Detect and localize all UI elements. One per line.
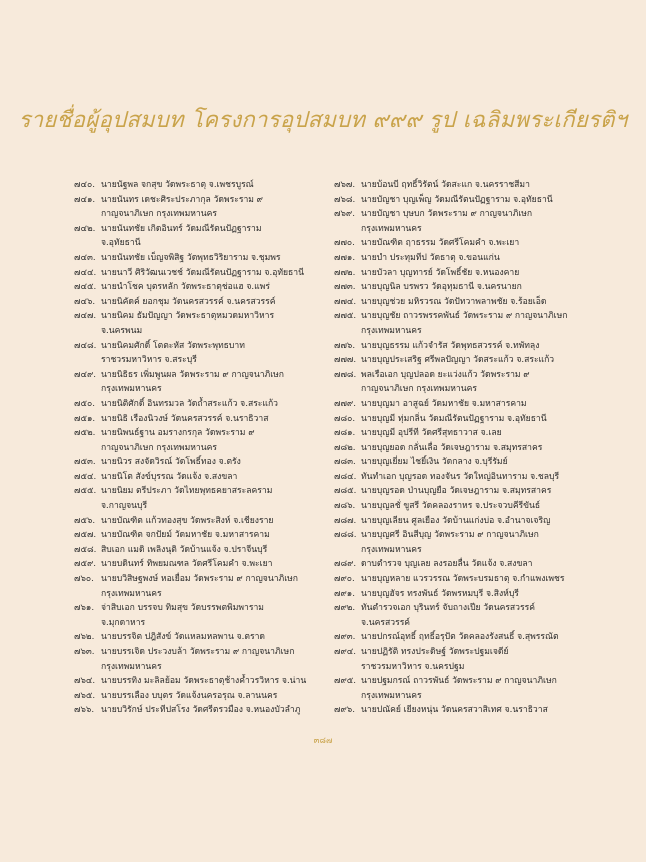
entry-line: กาญจนาภิเษก กรุงเทพมหานคร — [101, 442, 217, 453]
list-item — [74, 455, 332, 470]
list-item — [334, 412, 596, 427]
entry-text — [361, 426, 596, 441]
list-item — [74, 470, 332, 485]
entry-number: ๗๖๗. — [334, 180, 356, 190]
entry-line: นายบุญมี ทุ่มกลิ่น วัดมณีรัตนปัฏฐาราม จ.อุทัยธานี — [361, 413, 547, 424]
entry-line: กรุงเทพมหานคร — [101, 384, 162, 395]
list-item — [334, 295, 596, 310]
entry-text — [361, 572, 596, 587]
entry-number: ๗๘๘. — [334, 530, 357, 541]
list-item — [74, 514, 332, 529]
entry-number: ๗๘๓. — [334, 457, 356, 468]
list-item — [334, 309, 596, 338]
entry-text — [101, 601, 332, 630]
list-item — [334, 514, 596, 529]
entry-line: นายนิคม ธัมปัญญา วัดพระธาตุหมวดมหาวิหาร — [101, 311, 275, 322]
entry-line: ดาบตำรวจ บุญเลย ลงรอยลื่น วัดแจ้ง จ.สงขลา — [361, 559, 533, 570]
right-column — [334, 178, 596, 718]
entry-text — [101, 645, 332, 674]
entry-line: นายบวิสิษฐพงษ์ หอเยื่อม วัดพระราม ๙ กาญจนาภิเษก — [101, 574, 299, 585]
entry-text — [361, 280, 596, 295]
entry-number: ๗๗๗. — [334, 355, 357, 366]
entry-number: ๗๘๐. — [334, 413, 356, 424]
entry-text — [101, 412, 332, 427]
entry-line: นายนิคัดค์ ยอกชุม วัดนครสวรรค์ จ.นครสวรรค์ — [101, 296, 276, 307]
list-item — [74, 557, 332, 572]
entry-line: นายบรรทิง มะลิลย้อม วัดพระธาตุช้างค้ำวรวิหาร จ.น่าน — [101, 676, 307, 687]
entry-line: จ.อุทัยธานี — [101, 238, 141, 249]
entry-text — [101, 193, 332, 222]
list-item — [334, 266, 596, 281]
entry-number: ๗๙๔. — [334, 647, 356, 657]
entry-text — [361, 674, 596, 703]
entry-text — [101, 397, 332, 412]
entry-number: ๗๕๓. — [74, 457, 96, 468]
entry-text — [361, 499, 596, 514]
entry-text — [361, 528, 596, 557]
entry-line: นายบรรเจิด ประวงบล้า วัดพระราม ๙ กาญจนาภิเษก — [101, 647, 295, 657]
entry-line: นายบ้อนบี ฤทธิ์วิรัตน์ วัดสะแก จ.นครราชสีมา — [361, 180, 530, 190]
list-item — [74, 178, 332, 193]
entry-number: ๗๔๐. — [74, 180, 95, 190]
list-item — [334, 353, 596, 368]
entry-text — [101, 674, 332, 689]
entry-text — [101, 703, 332, 718]
entry-line: นายนันทชัย เกิดอินทร์ วัดมณีรัตนปัฏฐาราม — [101, 223, 262, 234]
entry-line: นายบำ ประทุมทีป วัดธาตุ จ.ขอนแก่น — [361, 252, 500, 263]
entry-text — [101, 368, 332, 397]
list-item — [334, 601, 596, 630]
list-item — [74, 484, 332, 513]
list-item — [334, 207, 596, 236]
entry-number: ๗๘๔. — [334, 471, 357, 482]
entry-line: นายบุญรอด ป่านบุญยือ วัดเจษฎาราม จ.สมุทรสาคร — [361, 486, 552, 497]
entry-line: นายนิธิธร เพิ่มพูนผล วัดพระราม ๙ กาญจนาภิเษก — [101, 369, 285, 380]
entry-number: ๗๕๗. — [74, 530, 97, 541]
entry-number: ๗๖๔. — [74, 676, 96, 687]
entry-text — [361, 455, 596, 470]
list-item — [334, 674, 596, 703]
entry-number: ๗๗๔. — [334, 296, 357, 307]
list-item — [74, 426, 332, 455]
entry-number: ๗๘๒. — [334, 442, 356, 453]
entry-line: นายนิพนธ์ฐาน อมรางกรกุล วัดพระราม ๙ — [101, 428, 255, 439]
entry-text — [101, 309, 332, 338]
entry-number: ๗๙๒. — [334, 603, 356, 614]
entry-line: นายบุญลชั่ ขูสรี วัดคลองราหร จ.ประจวบคีรีขันธ์ — [361, 501, 541, 512]
entry-line: นายนิติศักดิ์ อินทรมวล วัดถ้ำสระแก้ว จ.สระแก้ว — [101, 398, 278, 409]
entry-text — [101, 178, 332, 193]
entry-line: ทันตำรวจเอก บุรินทร์ จับถางเปีย วัดนครสวรรค์ — [361, 603, 535, 614]
entry-number: ๗๖๘. — [334, 194, 356, 205]
list-item — [74, 193, 332, 222]
entry-line: จ.มุกดาหาร — [101, 617, 146, 628]
entry-line: นายบดินทร์ ทิพยมณฑล วัดศรีโคมคำ จ.พะเยา — [101, 559, 273, 570]
entry-text — [361, 587, 596, 602]
entry-number: ๗๖๕. — [74, 690, 96, 701]
entry-line: นายบุญชัย ถาวรพรรคพันธ์ วัดพระราม ๙ กาญจนาภิเษก — [361, 311, 568, 322]
entry-line: นายบุญช่วย มหิรวรณ วัดปัทวาพลาพชัย จ.ร้อยเอ็ด — [361, 296, 547, 307]
entry-text — [361, 557, 596, 572]
entry-line: นายบุญเลียน ศูลเยือง วัดบ้านแก่งบ่อ จ.อำนาจเจริญ — [361, 515, 551, 526]
entry-line: นายบุญธรรม แก้วจำรัส วัดพุทธสวรรค์ จ.ทพัทลุง — [361, 340, 540, 351]
entry-line: นายนิธิ เรืองนิวงษ์ วัดนครสวรรค์ จ.นราธิวาส — [101, 413, 269, 424]
left-column — [74, 178, 332, 718]
list-item — [74, 309, 332, 338]
entry-line: นายบุญมี อุปรีที วัดศรีสุทธาวาส จ.เลย — [361, 428, 502, 439]
list-item — [74, 601, 332, 630]
list-item — [74, 674, 332, 689]
list-item — [334, 499, 596, 514]
entry-text — [101, 514, 332, 529]
entry-number: ๗๕๘. — [74, 544, 97, 555]
entry-line: นายบัญชา บุญเพ็ญ วัดมณีรัตนปัฏฐาราม จ.อุทัยธานี — [361, 194, 553, 205]
entry-text — [361, 353, 596, 368]
entry-number: ๗๕๒. — [74, 428, 96, 439]
list-item — [74, 280, 332, 295]
entry-line: กรุงเทพมหานคร — [361, 325, 422, 336]
entry-line: พลเรือเอก บุญปลอด ยะแว่งแก้ว วัดพระราม ๙ — [361, 369, 530, 380]
entry-number: ๗๘๑. — [334, 428, 356, 439]
list-item — [334, 572, 596, 587]
list-item — [334, 703, 596, 718]
entry-number: ๗๕๖. — [74, 515, 96, 526]
entry-number: ๗๖๑. — [74, 603, 95, 614]
entry-text — [101, 266, 332, 281]
list-item — [74, 689, 332, 704]
entry-text — [361, 368, 596, 397]
entry-text — [361, 645, 596, 674]
entry-number: ๗๔๑. — [74, 194, 96, 205]
entry-text — [361, 514, 596, 529]
entry-line: กรุงเทพมหานคร — [101, 588, 162, 599]
entry-number: ๗๙๖. — [334, 705, 355, 716]
entry-text — [101, 557, 332, 572]
entry-number: ๗๗๘. — [334, 369, 357, 380]
list-item — [334, 455, 596, 470]
entry-line: นายนันทชัย เบ็ญจพิสิฐ วัดพุทธวิริยาราม จ.ชุมพร — [101, 252, 281, 263]
entry-number: ๗๔๖. — [74, 296, 96, 307]
list-item — [334, 587, 596, 602]
entry-line: นายบวิรักษ์ ประทีปสโรง วัดศรีตรวมือง จ.หนองบัวลำภู — [101, 705, 301, 716]
entry-number: ๗๕๕. — [74, 486, 97, 497]
entry-text — [101, 572, 332, 601]
entry-line: นายบัญชา บุษบก วัดพระราม ๙ กาญจนาภิเษก — [361, 209, 533, 220]
entry-number: ๗๘๖. — [334, 501, 356, 512]
entry-line: จ.กาญจนบุรี — [101, 501, 148, 512]
entry-number: ๗๕๙. — [74, 559, 96, 570]
entry-line: นายบัณฑิต จกปัยม์ วัดมหาชัย จ.มหาสารคาม — [101, 530, 270, 541]
entry-text — [101, 528, 332, 543]
entry-line: นายบุญหลาย แวรวรรณ วัดพระบรมธาตุ จ.กำแพงเพชร — [361, 574, 565, 585]
entry-text — [101, 630, 332, 645]
entry-text — [361, 484, 596, 499]
entry-number: ๗๙๕. — [334, 676, 356, 687]
entry-number: ๗๗๓. — [334, 282, 356, 293]
list-item — [334, 484, 596, 499]
entry-text — [361, 703, 596, 718]
list-item — [334, 528, 596, 557]
entry-line: จ่าสิบเอก บรรจบ ทิมสุข วัดบรรพตพิมพาราม — [101, 603, 264, 614]
entry-number: ๗๖๓. — [74, 647, 95, 657]
entry-text — [101, 280, 332, 295]
entry-text — [101, 689, 332, 704]
entry-number: ๗๗๑. — [334, 252, 356, 263]
entry-number: ๗๗๖. — [334, 340, 356, 351]
list-item — [334, 368, 596, 397]
list-item — [334, 339, 596, 354]
entry-line: นายบัวลา บุญทารย์ วัดโพธิ์ชัย จ.หนองคาย — [361, 267, 520, 278]
entry-text — [361, 295, 596, 310]
entry-line: กรุงเทพมหานคร — [101, 661, 162, 672]
entry-number: ๗๘๗. — [334, 515, 357, 526]
entry-line: นายนิวร สงจัดวิรณ์ วัดโพธิ์ทอง จ.ตรัง — [101, 457, 241, 468]
list-item — [334, 630, 596, 645]
entry-number: ๗๖๖. — [74, 705, 95, 716]
page-number: ๓๘๗ — [313, 736, 333, 746]
entry-text — [361, 470, 596, 485]
entry-text — [101, 251, 332, 266]
list-item — [74, 412, 332, 427]
entry-number: ๗๗๐. — [334, 238, 355, 249]
entry-text — [101, 426, 332, 455]
entry-number: ๗๔๘. — [74, 340, 97, 351]
list-item — [334, 236, 596, 251]
entry-text — [361, 601, 596, 630]
list-item — [74, 703, 332, 718]
entry-line: นายนิโต สังข์บุรรณ วัดแจ้ง จ.สงขลา — [101, 471, 238, 482]
list-item — [74, 572, 332, 601]
list-item — [74, 222, 332, 251]
entry-text — [361, 339, 596, 354]
entry-number: ๗๔๗. — [74, 311, 97, 322]
entry-line: นายปฐมกรณ์ ถาวรพันธ์ วัดพระราม ๙ กาญจนาภิเษก — [361, 676, 557, 687]
entry-text — [361, 630, 596, 645]
entry-number: ๗๘๕. — [334, 486, 357, 497]
entry-number: ๗๔๔. — [74, 267, 97, 278]
list-item — [74, 528, 332, 543]
entry-number: ๗๖๒. — [74, 632, 95, 643]
entry-line: กรุงเทพมหานคร — [361, 544, 422, 555]
entry-text — [361, 266, 596, 281]
list-item — [74, 630, 332, 645]
entry-line: จ.นครสวรรค์ — [361, 617, 411, 628]
entry-number: ๗๕๐. — [74, 398, 95, 409]
entry-number: ๗๙๓. — [334, 632, 356, 643]
entry-number: ๗๘๙. — [334, 559, 357, 570]
list-item — [334, 178, 596, 193]
entry-line: นายนิคมศักดิ์ โตตะหัส วัดพระพุทธบาท — [101, 340, 245, 351]
entry-text — [101, 543, 332, 558]
list-item — [74, 645, 332, 674]
entry-line: นายปกรณ์อุทธิ์ ฤทธิ์อรุปัต วัดคลองรังสนธิ์ จ.สุพรรณัต — [361, 632, 559, 643]
entry-number: ๗๙๐. — [334, 574, 355, 585]
entry-text — [361, 236, 596, 251]
entry-text — [101, 222, 332, 251]
list-item — [334, 470, 596, 485]
list-item — [334, 397, 596, 412]
entry-text — [361, 251, 596, 266]
entry-text — [361, 193, 596, 208]
entry-line: กรุงเทพมหานคร — [361, 690, 422, 701]
list-item — [334, 645, 596, 674]
entry-number: ๗๙๑. — [334, 588, 355, 599]
entry-text — [361, 441, 596, 456]
entry-number: ๗๕๔. — [74, 471, 97, 482]
entry-text — [101, 295, 332, 310]
list-item — [74, 339, 332, 368]
entry-text — [361, 309, 596, 338]
list-item — [334, 441, 596, 456]
entry-line: นายบุญเยี่ยม ไชยิ์เงิน วัดกลาง จ.บุรีรัมย์ — [361, 457, 508, 468]
entry-text — [101, 470, 332, 485]
entry-line: นายบรรเลือง บบุตร วัดแจ้งนครอรุณ จ.ลานนคร — [101, 690, 278, 701]
entry-line: นายนันทร เดชะศิระประภากุล วัดพระราม ๙ — [101, 194, 263, 205]
entry-text — [101, 455, 332, 470]
entry-text — [361, 178, 596, 193]
entry-line: นายบุญประเสริฐ ศรีพลปัญญา วัดสระแก้ว จ.สระแก้ว — [361, 355, 555, 366]
list-item — [334, 193, 596, 208]
list-item — [74, 397, 332, 412]
entry-line: นายบรรจิต ปฎิสังข์ วัดแหลมหลพาน จ.ตราด — [101, 632, 265, 643]
entry-text — [361, 412, 596, 427]
list-item — [334, 557, 596, 572]
entry-line: นายปณัคย์ เยียงหนุ่น วัดนครสวาสิเทศ จ.นราธิวาส — [361, 705, 548, 716]
list-item — [74, 266, 332, 281]
entry-text — [101, 484, 332, 513]
entry-line: กาญจนาภิเษก กรุงเทพมหานคร — [361, 384, 477, 395]
entry-number: ๗๕๑. — [74, 413, 96, 424]
entry-line: นายบุญยอด กลั่นเลื่อ วัดเจษฎาราม จ.สมุทรสาคร — [361, 442, 543, 453]
entry-line: นายบัณฑิต ฤาธรรม วัดศรีโคมคำ จ.พะเยา — [361, 238, 520, 249]
list-item — [334, 251, 596, 266]
entry-text — [361, 207, 596, 236]
entry-line: จ.นครพนม — [101, 325, 143, 336]
entry-line: กรุงเทพมหานคร — [361, 223, 422, 234]
list-item — [74, 251, 332, 266]
entry-line: นายบุญศรี อินสีบุญ วัดพระราม ๙ กาญจนาภิเษก — [361, 530, 539, 541]
entry-line: ราชวรมหาวิหาร จ.สระบุรี — [101, 355, 197, 366]
list-item — [74, 368, 332, 397]
entry-line: ราชวรมหาวิหาร จ.นครปฐม — [361, 661, 465, 672]
entry-line: สิบเอก แมดิ เพลิงนุติ วัดบ้านแจ้ง จ.ปราจีนบุรี — [101, 544, 268, 555]
entry-line: นายนิยม ตรีประภา วัดไทยพุทธคยาสระลคราม — [101, 486, 273, 497]
entry-line: นายนำโชค บุตรหลัก วัดพระธาตุช่อแฮ จ.แพร่ — [101, 282, 270, 293]
list-item — [74, 295, 332, 310]
entry-line: นายบุญนิล บรพรว วัดอุทุมธานี จ.นครนายก — [361, 282, 522, 293]
entry-number: ๗๔๓. — [74, 252, 96, 263]
entry-line: นายปฏิรัติ ทรงประดิษฐ์ วัดพระปฐมเจดีย์ — [361, 647, 509, 657]
page-title: รายชื่อผู้อุปสมบท โครงการอุปสมบท ๙๙๙ รูป เฉลิมพระเกียรติฯ — [18, 108, 628, 133]
entry-line: นายบัณฑิต แก้วทองสุข วัดพระสิงห์ จ.เชียงราย — [101, 515, 274, 526]
entry-line: นายนาวี ศิริวัฒนเวชช์ วัดมณีรัตนปัฏฐาราม จ.อุทัยธานี — [101, 267, 305, 278]
entry-number: ๗๗๒. — [334, 267, 356, 278]
list-item — [334, 280, 596, 295]
entry-line: นายนัฐพล จกสุข วัดพระธาตุ จ.เพชรบูรณ์ — [101, 180, 254, 190]
entry-number: ๗๔๙. — [74, 369, 96, 380]
entry-number: ๗๗๕. — [334, 311, 357, 322]
entry-line: นายบุญมา อาสูฉย์ วัดมหาชัย จ.มหาสารคาม — [361, 398, 527, 409]
entry-number: ๗๔๕. — [74, 282, 97, 293]
entry-line: กาญจนาภิเษก กรุงเทพมหานคร — [101, 209, 217, 220]
entry-number: ๗๖๐. — [74, 574, 94, 585]
entry-number: ๗๗๙. — [334, 398, 356, 409]
entry-text — [101, 339, 332, 368]
entry-line: ทันทำเอก บุญรอด ทองจันร วัดใหญ่อินทาราม จ.ชลบุรี — [361, 471, 560, 482]
list-item — [334, 426, 596, 441]
entry-number: ๗๔๒. — [74, 223, 96, 234]
entry-number: ๗๖๙. — [334, 209, 355, 220]
entry-line: นายบุญฮัจร ทรงพันธ์ วัดพรหมบุรี จ.สิงห์บุรี — [361, 588, 519, 599]
entry-text — [361, 397, 596, 412]
list-item — [74, 543, 332, 558]
